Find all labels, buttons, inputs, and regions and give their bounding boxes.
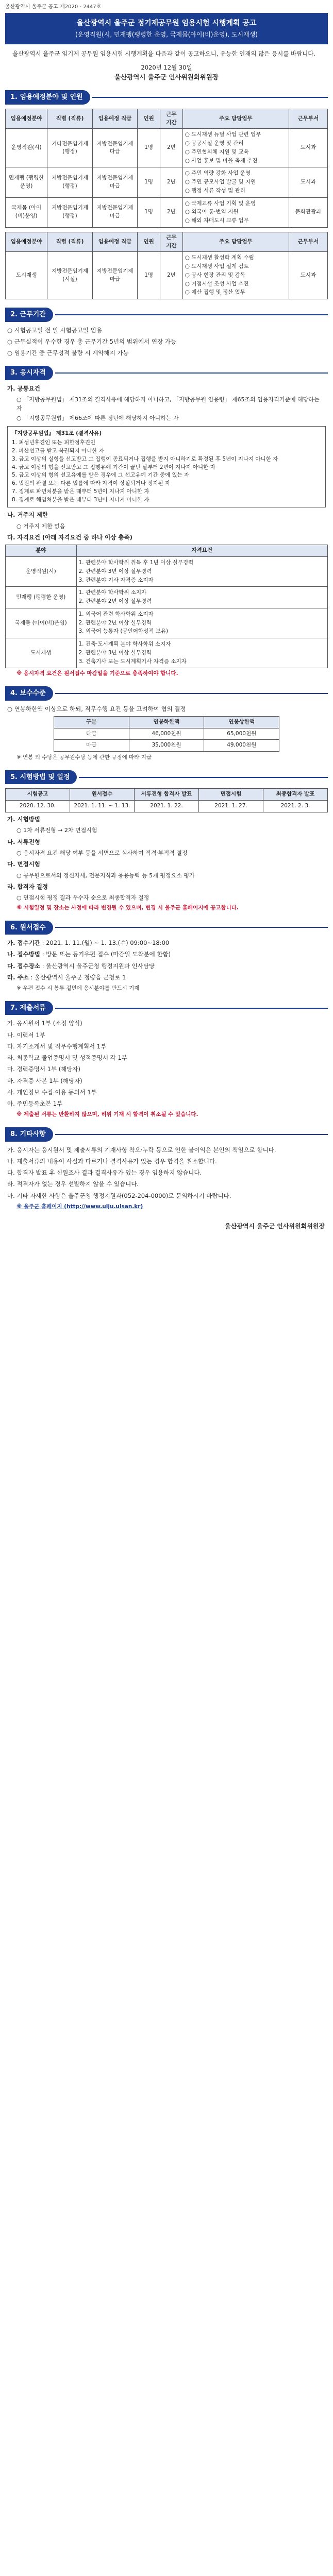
list-item: 2. 파산선고를 받고 복권되지 아니한 자	[12, 448, 104, 454]
section-8-title: 8. 기타사항	[5, 1127, 53, 1142]
table-row: 운영직원(시) 1. 관련분야 학사학위 취득 후 1년 이상 실무경력 2. 관련분야 3년 이상 실무경력 3. 관련분야 기사 자격증 소지자	[6, 557, 328, 587]
table-row: 마급 35,000천원 49,000천원	[54, 740, 279, 752]
list-item: 7. 징계로 파면처분을 받은 때부터 5년이 지나지 아니한 자	[12, 488, 149, 495]
list-item: ○ 거주지 제한 없음	[16, 522, 65, 530]
list-item: 사. 개인정보 수집·이용 동의서 1부	[7, 1088, 97, 1096]
title-banner	[5, 13, 328, 44]
table-row: 운영직원(시) 기타전문임기제 (행정) 지방전문임기제 다급 1명 2년 ○ 도시재생 뉴딜 사업 관련 업무 ○ 공공시설 운영 및 관리 ○ 주민협의체 지원 및 교육 ○ 사업 홍보 및 마을 축제 추진 도시과	[6, 129, 328, 167]
subsection-heading: 다. 면접시험	[7, 860, 40, 868]
list-item: ○ 응시자격 요건 해당 여부 등을 서면으로 심사하여 적격·부적격 결정	[16, 849, 188, 856]
list-item: 3. 금고 이상의 실형을 선고받고 그 집행이 종료되거나 집행을 받지 아니하기로 확정된 후 5년이 지나지 아니한 자	[12, 455, 278, 462]
signature-org: 울산광역시 울주군 인사위원회위원장	[225, 1222, 325, 1230]
schedule-table	[5, 788, 328, 812]
requirements-table	[5, 545, 328, 668]
section-5-heading	[5, 770, 328, 785]
table-row: 도시재생 1. 건축·도시계획 분야 학사학위 소지자 2. 관련분야 3년 이상 실무경력 3. 건축기사 또는 도시계획기사 자격증 소지자	[6, 638, 328, 668]
list-item: 5. 금고 이상의 형의 선고유예를 받은 경우에 그 선고유예 기간 중에 있는 자	[12, 472, 190, 479]
section-1-heading	[5, 90, 328, 105]
section-3-title: 3. 응시자격	[5, 366, 53, 380]
list-item: 다. 자기소개서 및 직무수행계획서 1부	[7, 1042, 107, 1050]
list-item: 가. 응시자는 응시원서 및 제출서류의 기재사항 착오·누락 등으로 인한 불이익은 본인의 책임으로 합니다.	[7, 1146, 276, 1154]
homepage-link[interactable]: ※ 울주군 홈페이지 (http://www.ulju.ulsan.kr)	[16, 1203, 143, 1210]
subsection-heading: 가. 시험방법	[7, 815, 40, 823]
list-item: ○ 「지방공무원법」 제31조의 결격사유에 해당하지 아니하고, 「지방공무원 임용령」 제65조의 임용자격기준에 해당하는 자	[16, 396, 320, 412]
list-item: 마. 경력증명서 1부 (해당자)	[7, 1065, 81, 1073]
list-item: 4. 금고 이상의 형을 선고받고 그 집행유예 기간이 끝난 날부터 2년이 지나지 아니한 자	[12, 464, 215, 470]
table-row: 다급 46,000천원 65,000천원	[54, 728, 279, 740]
list-item: ○ 시험공고일 전 일 시험공고일 임용	[7, 326, 102, 334]
list-item: 가. 응시원서 1부 (소정 양식)	[7, 1020, 82, 1027]
intro-text: 울산광역시 울주군 임기제 공무원 임용시험 시행계획을 다음과 같이 공고하오니, 유능한 인재의 많은 응시를 바랍니다.	[12, 50, 316, 57]
notice-number: 울산광역시 울주군 공고 제2020 - 2447호	[5, 4, 102, 10]
notice-org: 울산광역시 울주군 인사위원회위원장	[114, 73, 219, 81]
warning-note: ※ 시험일정 및 장소는 사정에 따라 변경될 수 있으며, 변경 시 울주군 홈페이지에 공고합니다.	[16, 904, 239, 911]
subsection-heading: 나. 서류전형	[7, 838, 40, 845]
section-2-heading	[5, 308, 328, 322]
list-item: 다. 합격자 발표 후 신원조사 결과 결격사유가 있는 경우 임용하지 않습니다.	[7, 1169, 202, 1176]
section-5-title: 5. 시험방법 및 일정	[5, 770, 77, 785]
section-2-title: 2. 근무기간	[5, 308, 53, 322]
list-item: 라. 적격자가 없는 경우 선발하지 않을 수 있습니다.	[7, 1180, 139, 1188]
section-7-heading	[5, 1001, 328, 1015]
list-item: 나. 이력서 1부	[7, 1031, 45, 1039]
section-1-title: 1. 임용예정분야 및 인원	[5, 90, 90, 105]
list-item: ○ 근무실적이 우수한 경우 총 근무기간 5년의 범위에서 연장 가능	[7, 337, 176, 345]
section-6-heading	[5, 921, 328, 935]
table-row: 국제몸 (아이(비)운영) 지방전문임기제 (행정) 지방전문임기제 마급 1명 2년 ○ 국제교류 사업 기획 및 운영 ○ 외국어 통·번역 지원 ○ 해외 자매도시 교류 업무 문화관광과	[6, 197, 328, 227]
subsection-heading: 다. 자격요건 (아래 자격요건 중 하나 이상 충족)	[7, 534, 132, 541]
list-item: 나. 제출서류의 내용이 사실과 다르거나 결격사유가 있는 경우 합격을 취소합니다.	[7, 1157, 217, 1165]
list-item: ○ 면접시험 평정 결과 우수자 순으로 최종합격자 결정	[16, 894, 149, 902]
salary-table	[54, 716, 279, 752]
list-item: 8. 징계로 해임처분을 받은 때부터 3년이 지나지 아니한 자	[12, 496, 149, 503]
table-row: 도시재생 지방전문임기제 (시설) 지방전문임기제 마급 1명 2년 ○ 도시재생 활성화 계획 수립 ○ 도시재생 사업 설계 검토 ○ 공사 현장 관리 및 감독 ○ 거점시설 조성 사업 추진 ○ 예산 집행 및 정산 업무 도시과	[6, 252, 328, 299]
box-title: 『지방공무원법』 제31조 (결격사유)	[12, 430, 102, 436]
section-7-title: 7. 제출서류	[5, 1001, 53, 1015]
list-item: 바. 자격증 사본 1부 (해당자)	[7, 1077, 82, 1084]
subsection-heading: 가. 공통요건	[7, 384, 40, 392]
list-item: 울산광역시 울주군청 행정지원과 인사담당	[46, 962, 155, 970]
subsection-heading: 라. 합격자 결정	[7, 883, 48, 890]
table-row: 국제몸 (아이(비)운영) 1. 외국어 관련 학사학위 소지자 2. 관련분야 2년 이상 실무경력 3. 외국어 능통자 (공인어학성적 보유)	[6, 608, 328, 638]
section-4-title: 4. 보수수준	[5, 686, 53, 701]
disqualification-box	[7, 426, 326, 508]
section-4-heading	[5, 686, 328, 701]
notice-date: 2020년 12월 30일	[141, 64, 192, 72]
table-header-row: 시험공고 원서접수 서류전형 합격자 발표 면접시험 최종합격자 발표	[6, 789, 328, 801]
list-item: ○ 임용기간 중 근무성적 불량 시 계약해지 가능	[7, 349, 129, 357]
list-item: 방문 또는 등기우편 접수 (마감일 도착분에 한함)	[46, 951, 171, 958]
salary-note: ※ 연봉 외 수당은 공무원수당 등에 관한 규정에 따라 지급	[16, 754, 152, 760]
table-row: 민재팽 (팽령한 운영) 1. 관련분야 학사학위 소지자 2. 관련분야 2년 이상 실무경력	[6, 587, 328, 608]
subsection-heading: 나. 거주지 제한	[7, 511, 48, 519]
page-subtitle: (운영직원(시, 민재팽(팽령한 운영, 국제몸(아이(비)운영), 도시재생)	[75, 31, 258, 38]
list-item: ○ 「지방공무원법」 제66조에 따른 정년에 해당하지 아니하는 자	[16, 415, 179, 421]
page-title: 울산광역시 울주군 정기제공무원 임용시험 시행계획 공고	[76, 19, 257, 27]
list-item: 6. 법원의 판결 또는 다른 법률에 따라 자격이 상실되거나 정지된 자	[12, 480, 171, 486]
table-header-row: 임용예정분야 직렬 (직류) 임용예정 직급 인원 근무 기간 주요 담당업무 근무부서	[6, 232, 328, 252]
application-note: ※ 우편 접수 시 봉투 겉면에 응시분야를 반드시 기재	[16, 985, 140, 991]
notice-page: 울산광역시 울주군 공고 제2020 - 2447호 울산광역시 울주군 정기제공무원 임용시험 시행계획 공고 (운영직원(시, 민재팽(팽령한 운영, 국제몸(아이(비)운영), 도시재생) 울산광역시 울주군 임기제 공무원 임용시험 시행계획을 다음과 같이 공고하오니, 유능한 인재의 많은 응시를 바랍니다. 2020년 12월 30일 울산광역시 울주군 인사위원회위원장 1. 임용예정분야 및 인원 임용예정분야 직렬 (직류) 임용예정 직급 인원 근무 기간 주요 담당업무 근무부서 운영직원(시) 기타전문임기제 (행정) 지방전문임기제 다급 1명 2년 ○ 도시재생 뉴딜 사업 관련 업무 ○ 공공시설 운영 및 관리 ○ 주민협의체 지원 및 교육 ○ 사업 홍보 및 마을 축제 추진 도시과 민재팽 (팽령한 운영) 지방전문임기제 (행정) 지방전문임기제 마급 1명 2년 ○ 주민 역량 강화 사업 운영 ○ 주민 공모사업 발굴 및 지원 ○ 행정 서류 작성 및 관리 도시과 국제몸 (아이(비)운영) 지방전문임기제 (행정) 지방전문임기제 마급 1명 2년 ○ 국제교류 사업 기획 및 운영 ○ 외국어 통·번역 지원 ○ 해외 자매도시 교류 업무 문화관광과 임용예정분야 직렬 (직류) 임용예정 직급 인원 근무 기간 주요 담당업무 근무부서 도시재생 지방전문임기제 (시설) 지방전문임기제 마급 1명 2년 ○ 도시재생 활성화 계획 수립 ○ 도시재생 사업 설계 검토 ○ 공사 현장 관리 및 감독 ○ 거점시설 조성 사업 추진 ○ 예산 집행 및 정산 업무 도시과 2. 근무기간 ○ 시험공고일 전 일 시험공고일 임용 ○ 근무실적이 우수한 경우 총 근무기간 5년의 범위에서 연장 가능 ○ 임용기간 중 근무성적 불량 시 계약해지 가능 3. 응시자격 가. 공통요건 ○ 「지방공무원법」 제31조의 결격사유에 해당하지 아니하고, 「지방공무원 임용령」 제65조의 임용자격기준에 해당하는 자 ○ 「지방공무원법」 제66조에 따른 정년에 해당하지 아니하는 자 『지방공무원법』 제31조 (결격사유) 1. 피성년후견인 또는 피한정후견인 2. 파산선고를 받고 복권되지 아니한 자 3. 금고 이상의 실형을 선고받고 그 집행이 종료되거나 집행을 받지 아니하기로 확정된 후 5년이 지나지 아니한 자 4. 금고 이상의 형을 선고받고 그 집행유예 기간이 끝난 날부터 2년이 지나지 아니한 자 5. 금고 이상의 형의 선고유예를 받은 경우에 그 선고유예 기간 중에 있는 자 6. 법원의 판결 또는 다른 법률에 따라 자격이 상실되거나 정지된 자 7. 징계로 파면처분을 받은 때부터 5년이 지나지 아니한 자 8. 징계로 해임처분을 받은 때부터 3년이 지나지 아니한 자 나. 거주지 제한 ○ 거주지 제한 없음 다. 자격요건 (아래 자격요건 중 하나 이상 충족) 분야 자격요건 운영직원(시) 1. 관련분야 학사학위 취득 후 1년 이상 실무경력 2. 관련분야 3년 이상 실무경력 3. 관련분야 기사 자격증 소지자 민재팽 (팽령한 운영) 1. 관련분야 학사학위 소지자 2. 관련분야 2년 이상 실무경력 국제몸 (아이(비)운영) 1. 외국어 관련 학사학위 소지자 2. 관련분야 2년 이상 실무경력 3. 외국어 능통자 (공인어학성적 보유) 도시재생 1. 건축·도시계획 분야 학사학위 소지자 2. 관련분야 3년 이상 실무경력 3. 건축기사 또는 도시계획기사 자격증 소지자 ※ 응시자격 요건은 원서접수 마감일을 기준으로 충족하여야 합니다. 4. 보수수준 ○ 연봉하한액 이상으로 하되, 직무수행 요건 등을 고려하여 협의 결정 구분 연봉하한액 연봉상한액 다급 46,000천원 65,000천원 마급 35,000천원 49,000천원 ※ 연봉 외 수당은 공무원수당 등에 관한 규정에 따라 지급 5. 시험방법 및 일정 시험공고 원서접수 서류전형 합격자 발표 면접시험 최종합격자 발표 2020. 12. 30. 2021. 1. 11. ~ 1. 13. 2021. 1. 22. 2021. 1. 27. 2021. 2. 3. 가. 시험방법 ○ 1차 서류전형 → 2차 면접시험 나. 서류전형 ○ 응시자격 요건 해당 여부 등을 서면으로 심사하여 적격·부적격 결정 다. 면접시험 ○ 공무원으로서의 정신자세, 전문지식과 응용능력 등 5개 평정요소 평가 라. 합격자 결정 ○ 면접시험 평정 결과 우수자 순으로 최종합격자 결정 ※ 시험일정 및 장소는 사정에 따라 변경될 수 있으며, 변경 시 울주군 홈페이지에 공고합니다. 6. 원서접수 가. 접수기간 : 2021. 1. 11.(월) ~ 1. 13.(수) 09:00~18:00 나. 접수방법 : 방문 또는 등기우편 접수 (마감일 도착분에 한함) 다. 접수장소 : 울산광역시 울주군청 행정지원과 인사담당 라. 주소 : 울산광역시 울주군 청량읍 군청로 1 ※ 우편 접수 시 봉투 겉면에 응시분야를 반드시 기재 7. 제출서류 가. 응시원서 1부 (소정 양식) 나. 이력서 1부 다. 자기소개서 및 직무수행계획서 1부 라. 최종학교 졸업증명서 및 성적증명서 각 1부 마. 경력증명서 1부 (해당자) 바. 자격증 사본 1부 (해당자) 사. 개인정보 수집·이용 동의서 1부 아. 주민등록초본 1부 ※ 제출된 서류는 반환하지 않으며, 허위 기재 시 합격이 취소될 수 있습니다. 8. 기타사항 가. 응시자는 응시원서 및 제출서류의 기재사항 착오·누락 등으로 인한 불이익은 본인의 책임으로 합니다. 나. 제출서류의 내용이 사실과 다르거나 결격사유가 있는 경우 합격을 취소합니다. 다. 합격자 발표 후 신원조사 결과 결격사유가 있는 경우 임용하지 않습니다. 라. 적격자가 없는 경우 선발하지 않을 수 있습니다. 마. 기타 자세한 사항은 울주군청 행정지원과(052-204-0000)로 문의하시기 바랍니다. ※ 울주군 홈페이지 (http://www.ulju.ulsan.kr) 울산광역시 울주군 인사위원회위원장	[0, 0, 333, 1243]
table-row: 2020. 12. 30. 2021. 1. 11. ~ 1. 13. 2021. 1. 22. 2021. 1. 27. 2021. 2. 3.	[6, 801, 328, 812]
positions-table	[5, 109, 328, 228]
list-item: 울산광역시 울주군 청량읍 군청로 1	[34, 973, 126, 981]
table-header-row: 분야 자격요건	[6, 545, 328, 557]
section-8-heading	[5, 1127, 328, 1142]
table-header-row: 임용예정분야 직렬 (직류) 임용예정 직급 인원 근무 기간 주요 담당업무 근무부서	[6, 109, 328, 129]
section-6-title: 6. 원서접수	[5, 921, 53, 935]
list-item: 2021. 1. 11.(월) ~ 1. 13.(수) 09:00~18:00	[46, 939, 170, 946]
table-header-row: 구분 연봉하한액 연봉상한액	[54, 716, 279, 728]
salary-intro: ○ 연봉하한액 이상으로 하되, 직무수행 요건 등을 고려하여 협의 결정	[7, 705, 186, 713]
list-item: 라. 최종학교 졸업증명서 및 성적증명서 각 1부	[7, 1054, 127, 1061]
list-item: ○ 1차 서류전형 → 2차 면접시험	[16, 827, 97, 834]
list-item: ○ 공무원으로서의 정신자세, 전문지식과 응용능력 등 5개 평정요소 평가	[16, 872, 195, 879]
positions-table-2	[5, 232, 328, 299]
list-item: 아. 주민등록초본 1부	[7, 1100, 63, 1107]
list-item: 마. 기타 자세한 사항은 울주군청 행정지원과(052-204-0000)로 문의하시기 바랍니다.	[7, 1192, 231, 1199]
warning-note: ※ 제출된 서류는 반환하지 않으며, 허위 기재 시 합격이 취소될 수 있습니다.	[16, 1111, 198, 1118]
table-row: 민재팽 (팽령한 운영) 지방전문임기제 (행정) 지방전문임기제 마급 1명 2년 ○ 주민 역량 강화 사업 운영 ○ 주민 공모사업 발굴 및 지원 ○ 행정 서류 작성 및 관리 도시과	[6, 167, 328, 197]
warning-note: ※ 응시자격 요건은 원서접수 마감일을 기준으로 충족하여야 합니다.	[16, 670, 178, 677]
section-3-heading	[5, 366, 328, 380]
list-item: 1. 피성년후견인 또는 피한정후견인	[12, 439, 96, 446]
